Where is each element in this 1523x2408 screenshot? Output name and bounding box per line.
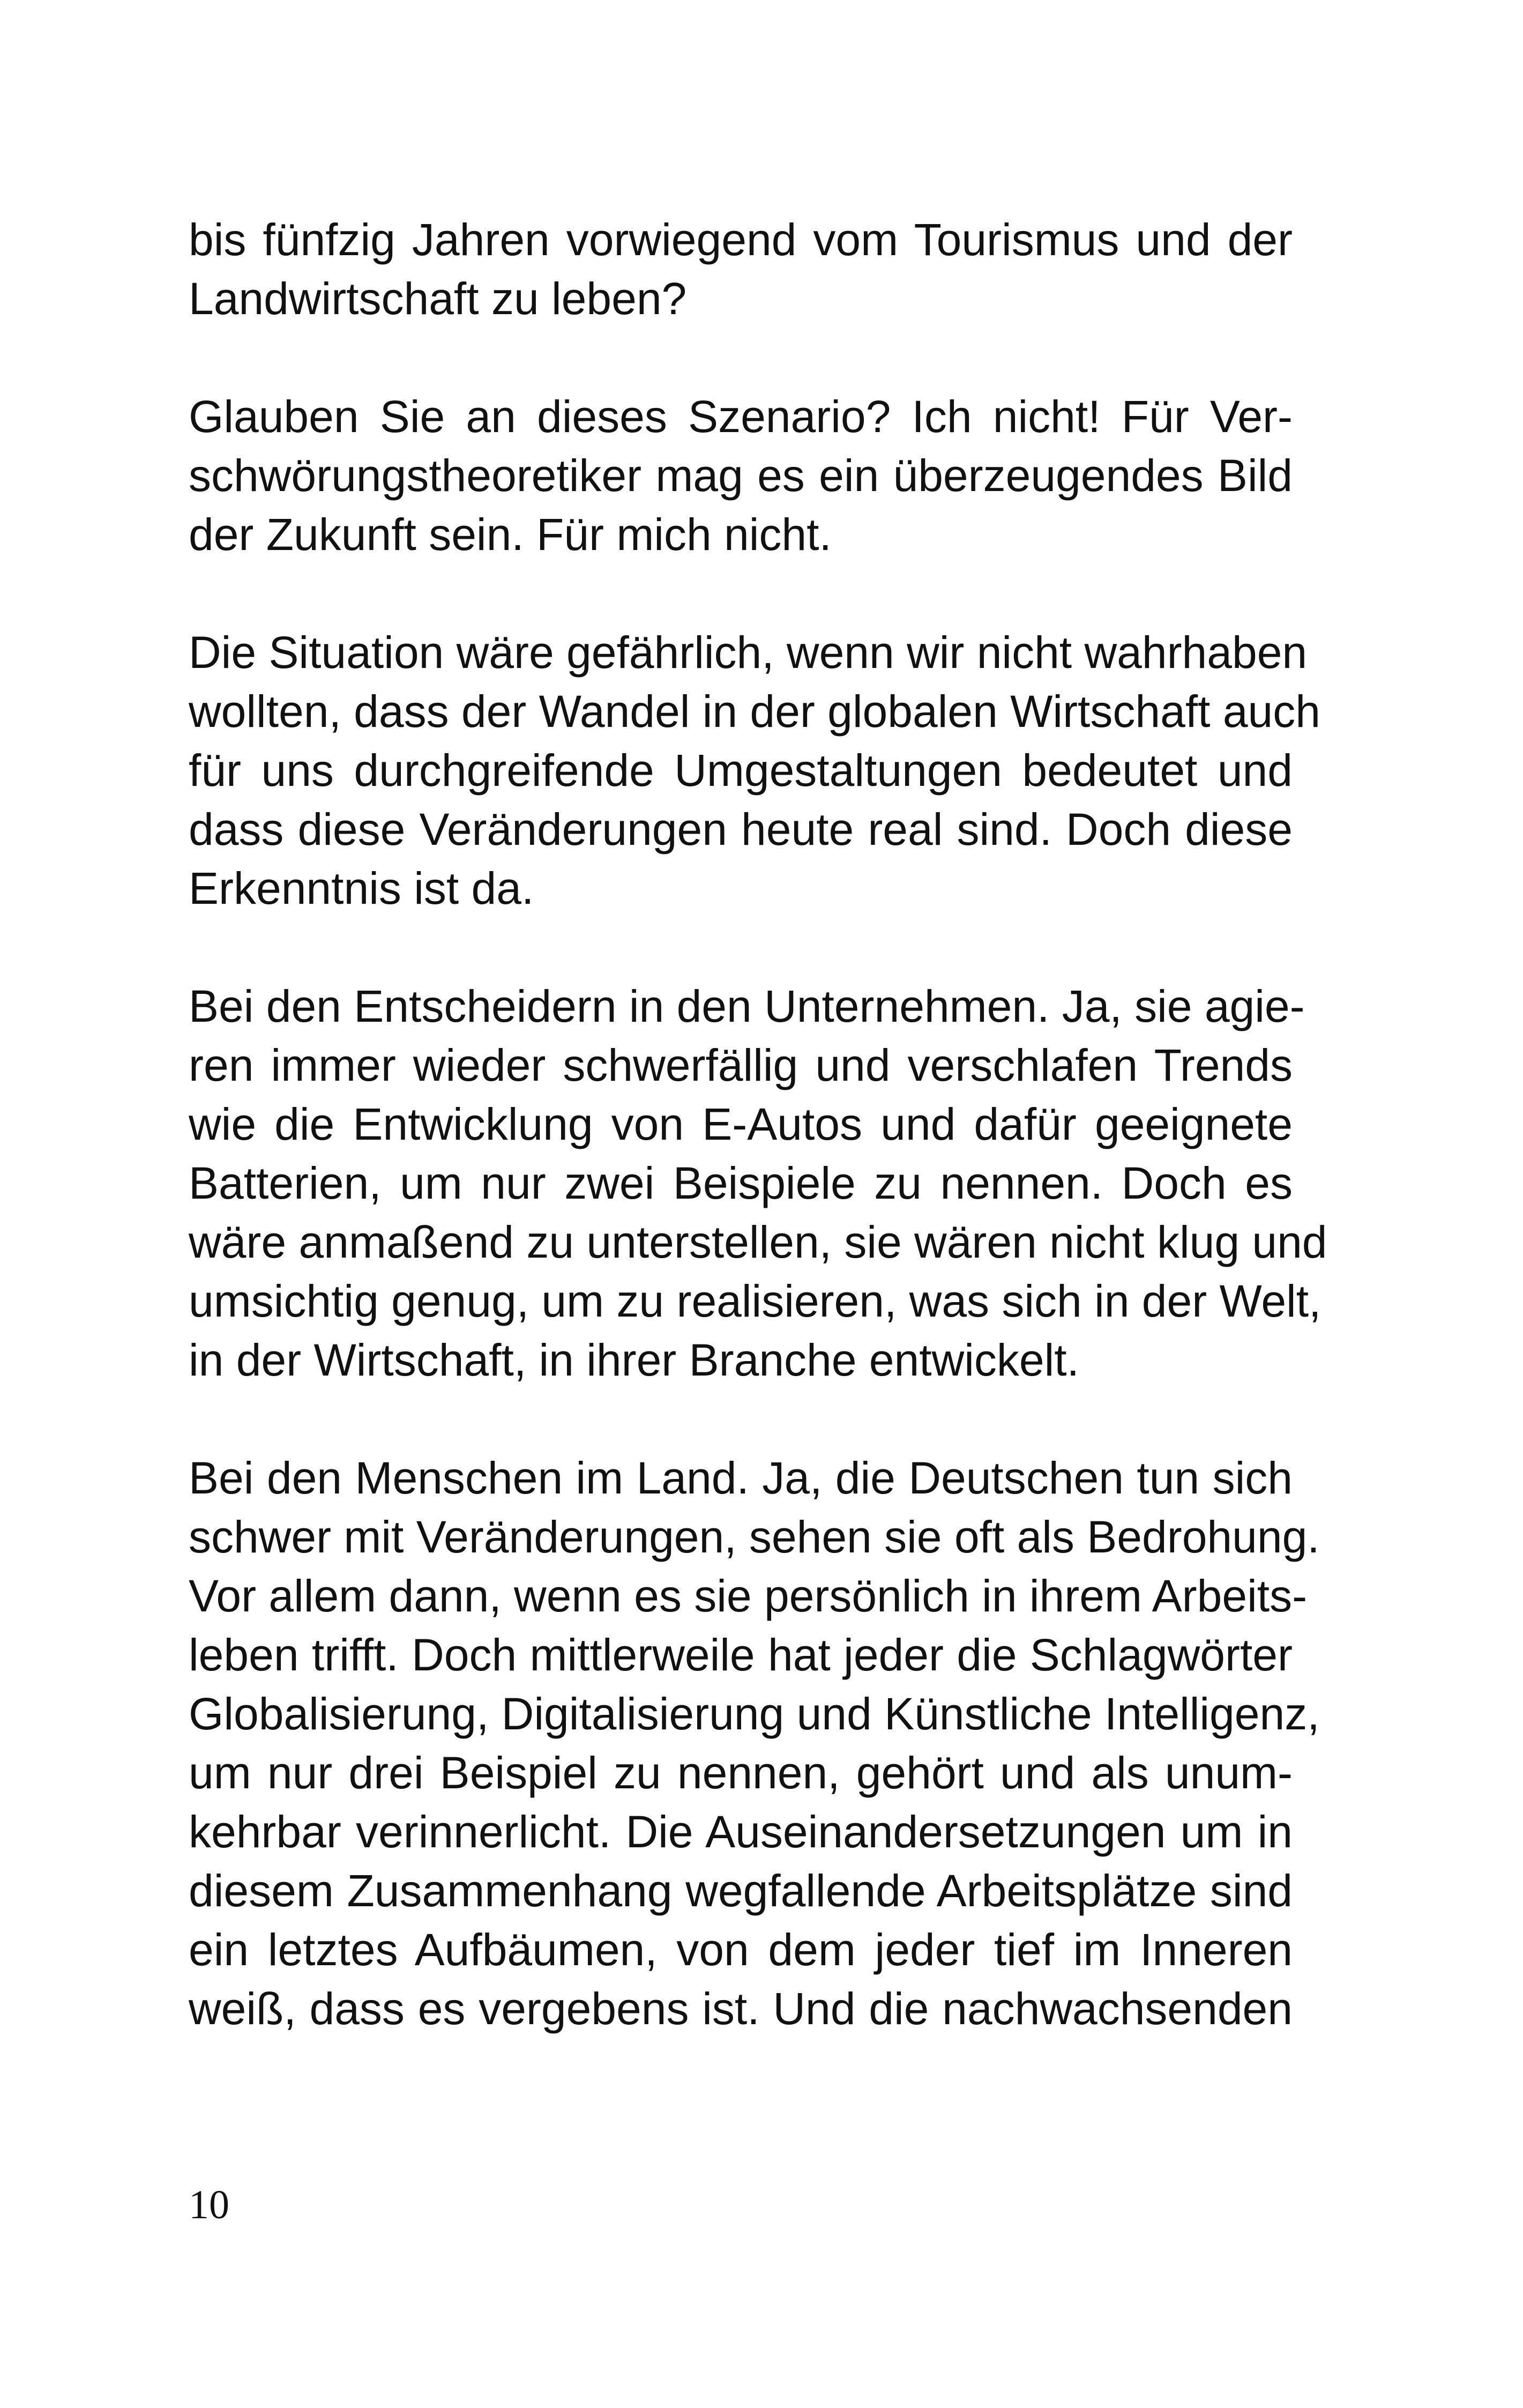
text-line: umsichtig genug, um zu realisieren, was sich in der Welt,	[189, 1276, 1322, 1326]
text-line: um nur drei Beispiel zu nennen, gehört und als unum-	[189, 1748, 1293, 1798]
text-line: wollten, dass der Wandel in der globalen Wirtschaft auch	[189, 686, 1320, 737]
text-line: ren immer wieder schwerfällig und verschlafen Trends	[189, 1040, 1293, 1090]
text-line: Bei den Menschen im Land. Ja, die Deutschen tun sich	[189, 1453, 1293, 1503]
text-line: Die Situation wäre gefährlich, wenn wir nicht wahrhaben	[189, 627, 1308, 678]
text-line: Vor allem dann, wenn es sie persönlich in ihrem Arbeits-	[189, 1571, 1308, 1621]
text-line: Batterien, um nur zwei Beispiele zu nennen. Doch es	[189, 1158, 1293, 1208]
text-line: wie die Entwicklung von E-Autos und dafür geeignete	[189, 1099, 1293, 1149]
text-line: der Zukunft sein. Für mich nicht.	[189, 509, 832, 560]
text-line: bis fünfzig Jahren vorwiegend vom Tourismus und der	[189, 214, 1293, 265]
text-line: weiß, dass es vergebens ist. Und die nachwachsenden	[189, 1983, 1293, 2034]
text-line: Landwirtschaft zu leben?	[189, 273, 687, 324]
text-line: schwörungstheoretiker mag es ein überzeugendes Bild	[189, 450, 1293, 501]
paragraph-5	[189, 1448, 1320, 2038]
text-line: Glauben Sie an dieses Szenario? Ich nicht! Für Ver-	[189, 391, 1293, 442]
text-line: dass diese Veränderungen heute real sind. Doch diese	[189, 804, 1293, 854]
paragraph-1	[189, 210, 1293, 328]
text-line: für uns durchgreifende Umgestaltungen bedeutet und	[189, 745, 1293, 796]
text-line: Erkenntnis ist da.	[189, 863, 534, 913]
text-line: schwer mit Veränderungen, sehen sie oft als Bedrohung.	[189, 1512, 1320, 1562]
text-line: leben trifft. Doch mittlerweile hat jeder die Schlagwörter	[189, 1630, 1293, 1680]
paragraph-3	[189, 623, 1320, 918]
text-line: ein letztes Aufbäumen, von dem jeder tief im Inneren	[189, 1924, 1293, 1975]
paragraph-2	[189, 387, 1293, 564]
paragraph-4	[189, 977, 1327, 1389]
text-line: Globalisierung, Digitalisierung und Künstliche Intelligenz,	[189, 1689, 1320, 1739]
page-number: 10	[189, 2182, 229, 2227]
text-line: in der Wirtschaft, in ihrer Branche entwickelt.	[189, 1335, 1079, 1385]
text-line: Bei den Entscheidern in den Unternehmen. Ja, sie agie-	[189, 981, 1305, 1031]
text-line: wäre anmaßend zu unterstellen, sie wären nicht klug und	[189, 1217, 1327, 1267]
body-text	[189, 210, 1327, 2097]
text-line: kehrbar verinnerlicht. Die Auseinandersetzungen um in	[189, 1807, 1293, 1857]
text-line: diesem Zusammenhang wegfallende Arbeitsplätze sind	[189, 1866, 1293, 1916]
